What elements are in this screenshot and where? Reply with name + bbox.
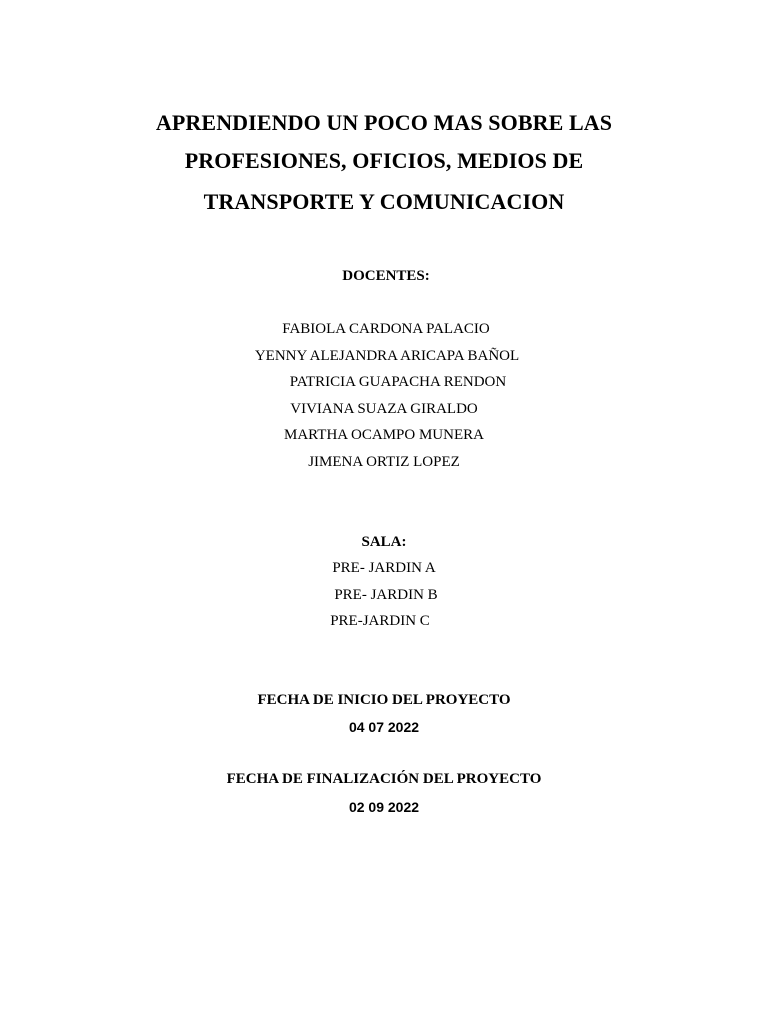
teachers-heading: DOCENTES: — [342, 268, 430, 284]
title-line: PROFESIONES, OFICIOS, MEDIOS DE — [184, 148, 584, 173]
start-date-label: FECHA DE INICIO DEL PROYECTO — [257, 692, 511, 708]
room-name: PRE- JARDIN A — [332, 560, 436, 576]
teacher-name: VIVIANA SUAZA GIRALDO — [290, 401, 478, 417]
title-line: TRANSPORTE Y COMUNICACION — [203, 189, 565, 214]
end-date-label: FECHA DE FINALIZACIÓN DEL PROYECTO — [226, 771, 542, 787]
start-date-value: 04 07 2022 — [348, 719, 420, 735]
teacher-name: YENNY ALEJANDRA ARICAPA BAÑOL — [254, 348, 520, 364]
teacher-name: MARTHA OCAMPO MUNERA — [284, 427, 484, 443]
teacher-name: PATRICIA GUAPACHA RENDON — [289, 374, 507, 390]
teacher-name: FABIOLA CARDONA PALACIO — [282, 321, 490, 337]
end-date-value: 02 09 2022 — [348, 799, 420, 815]
room-name: PRE- JARDIN B — [334, 587, 438, 603]
title-line: APRENDIENDO UN POCO MAS SOBRE LAS — [155, 110, 613, 135]
rooms-heading: SALA: — [361, 534, 407, 550]
room-name: PRE-JARDIN C — [330, 613, 430, 629]
teacher-name: JIMENA ORTIZ LOPEZ — [308, 454, 460, 470]
